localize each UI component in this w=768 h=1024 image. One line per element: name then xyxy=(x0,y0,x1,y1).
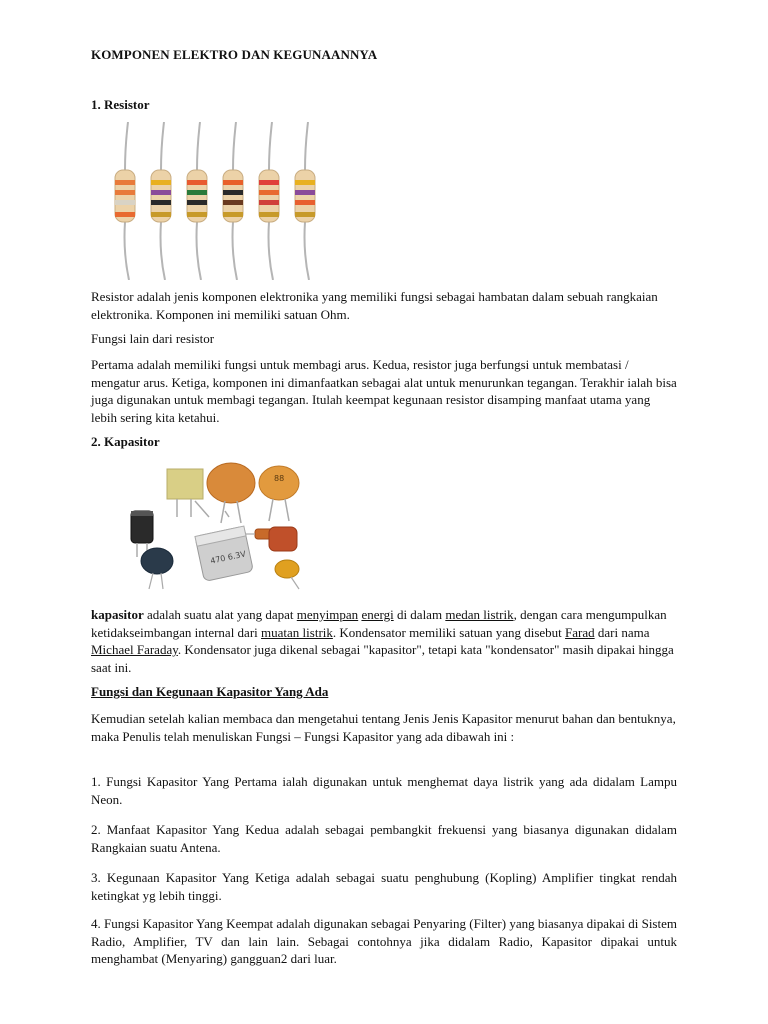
link-farad[interactable]: Farad xyxy=(565,624,595,640)
resistor-description: Resistor adalah jenis komponen elektronika yang memiliki fungsi sebagai hambatan dalam sebuah rangkaian elektronika. Komponen ini memiliki satuan Ohm. xyxy=(91,289,658,322)
ceramic-capacitor-88 xyxy=(259,466,299,500)
resistor xyxy=(259,122,279,280)
section-heading-capacitor: 2. Kapasitor xyxy=(91,434,160,449)
tantalum-capacitor xyxy=(269,527,297,551)
ceramic-capacitor-label: 88 xyxy=(274,474,285,483)
resistors-image xyxy=(113,122,317,280)
capacitor-function-item-3: 3. Kegunaan Kapasitor Yang Ketiga adalah sebagai suatu penghubung (Kopling) Amplifier tingkat rendah ketingkat yg lebih tinggi. xyxy=(91,870,677,903)
link-michael-faraday[interactable]: Michael Faraday xyxy=(91,642,178,657)
link-medan-listrik[interactable]: medan listrik xyxy=(445,607,514,622)
resistor-functions-paragraph: Pertama adalah memiliki fungsi untuk membagi arus. Kedua, resistor juga berfungsi untuk membatasi / mengatur arus. Ketiga, komponen ini dimanfaatkan sebagai alat untuk menurunkan tegangan. Terakhir ialah bisa juga digunakan untuk membagi tegangan. Itulah keempat kegunaan resistor disamping manfaat utama yang lebih sering kita ketahui. xyxy=(91,357,677,425)
link-energi[interactable]: energi xyxy=(361,607,394,622)
link-muatan-listrik[interactable]: muatan listrik xyxy=(261,624,333,640)
capacitor-function-item-1: 1. Fungsi Kapasitor Yang Pertama ialah digunakan untuk menghemat daya listrik yang ada didalam Lampu Neon. xyxy=(91,774,677,807)
capacitor-term: kapasitor xyxy=(91,607,144,622)
text-fragment: dari nama xyxy=(594,624,650,640)
resistor xyxy=(115,122,135,280)
resistor xyxy=(151,122,171,280)
ceramic-capacitor-disc xyxy=(207,463,255,503)
capacitor-function-item-2: 2. Manfaat Kapasitor Yang Kedua adalah sebagai pembangkit frekuensi yang biasanya digunakan didalam Rangkaian suatu Antena. xyxy=(91,822,677,855)
text-fragment: . Kondensator memiliki satuan yang disebut xyxy=(332,624,566,640)
capacitor-functions-heading: Fungsi dan Kegunaan Kapasitor Yang Ada xyxy=(91,684,329,699)
electrolytic-capacitor-label: 470 6.3V xyxy=(209,549,247,566)
capacitors-image xyxy=(129,461,311,593)
yellow-tantalum-capacitor xyxy=(275,560,299,578)
text-fragment: , dengan cara mengumpulkan ketidakseimbangan internal dari xyxy=(91,607,667,640)
film-capacitor-body xyxy=(167,469,203,499)
text-fragment: adalah suatu alat yang dapat xyxy=(143,607,297,622)
resistor xyxy=(187,122,207,280)
resistor-other-functions-label: Fungsi lain dari resistor xyxy=(91,331,215,346)
section-heading-resistor: 1. Resistor xyxy=(91,97,150,112)
resistor xyxy=(223,122,243,280)
capacitor-function-item-4: 4. Fungsi Kapasitor Yang Keempat adalah digunakan sebagai Penyaring (Filter) yang biasanya dipakai di Sistem Radio, Amplifier, TV dan lain lain. Sebagai contohnya jika didalam Radio, Kapasitor dipakai untuk menghambat (Menyaring) gangguan2 dari luar. xyxy=(91,916,677,966)
capacitor-intro: Kemudian setelah kalian membaca dan mengetahui tentang Jenis Jenis Kapasitor menurut bahan dan bentuknya, maka Penulis telah menuliskan Fungsi – Fungsi Kapasitor yang ada dibawah ini : xyxy=(91,711,676,744)
link-menyimpan[interactable]: menyimpan xyxy=(296,607,359,622)
text-fragment: . Kondensator juga dikenal sebagai "kapasitor", tetapi kata "kondensator" masih dipakai hingga saat ini. xyxy=(91,642,674,675)
capacitor-description xyxy=(91,606,677,676)
text-fragment: di dalam xyxy=(393,607,446,622)
dark-ceramic-capacitor xyxy=(141,548,173,574)
resistor xyxy=(295,122,315,280)
document-title: KOMPONEN ELEKTRO DAN KEGUNAANNYA xyxy=(91,47,378,62)
